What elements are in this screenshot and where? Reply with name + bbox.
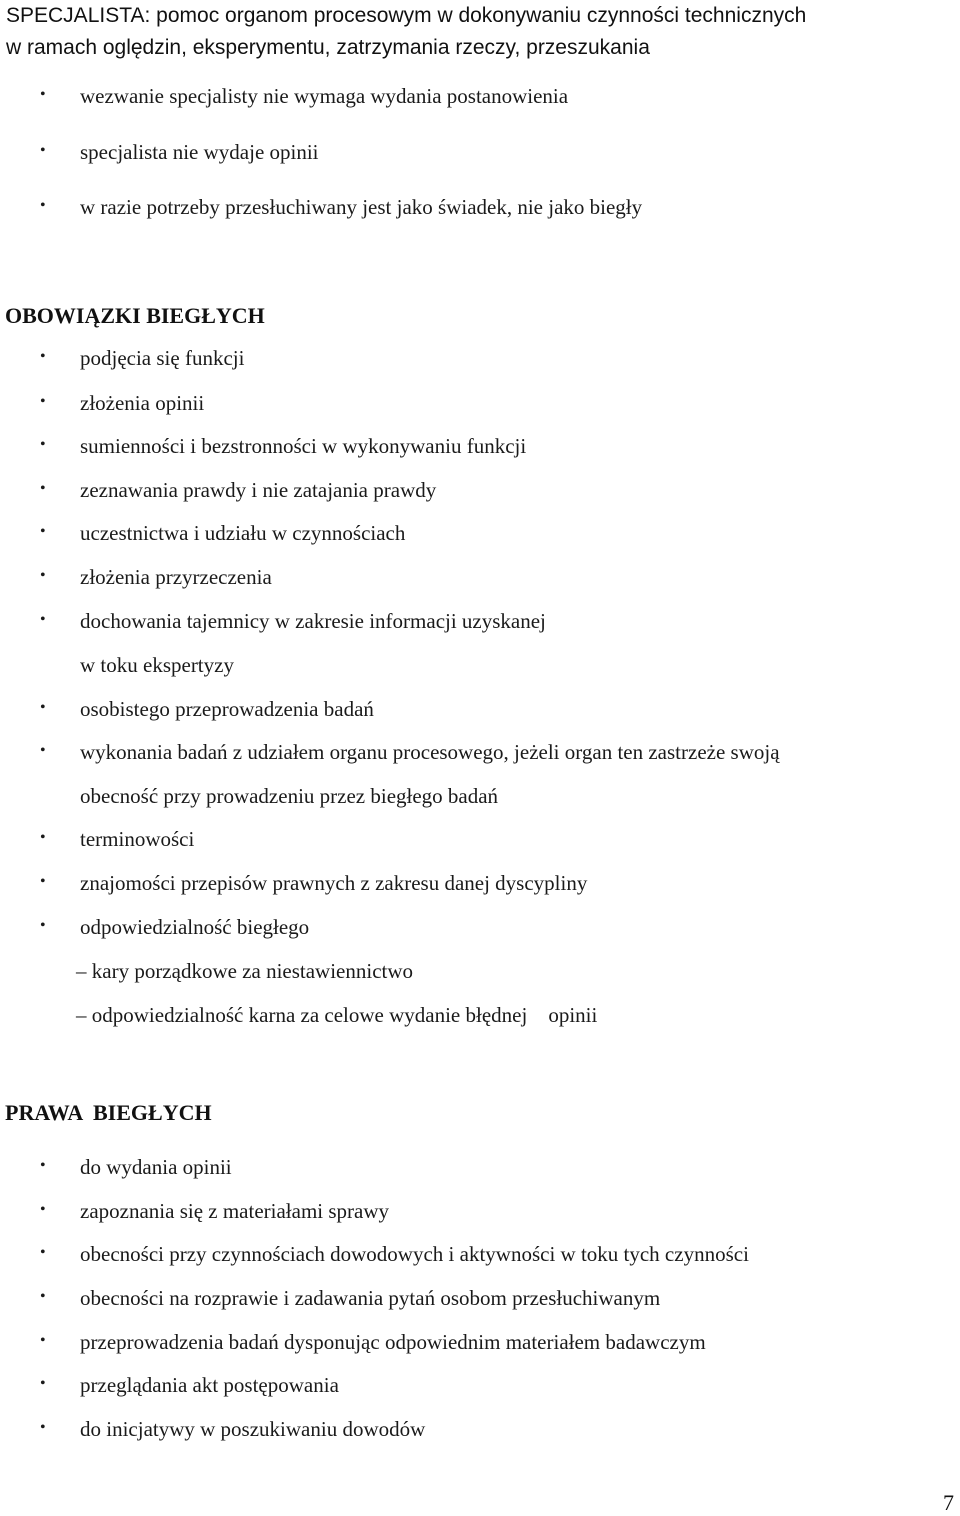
list-item: obecności przy czynnościach dowodowych i aktywności w toku tych czynności bbox=[80, 1242, 749, 1266]
list-item: wezwanie specjalisty nie wymaga wydania postanowienia bbox=[80, 84, 569, 108]
list-item: przeglądania akt postępowania bbox=[80, 1373, 339, 1397]
list-item: w razie potrzeby przesłuchiwany jest jako świadek, nie jako biegły bbox=[80, 195, 643, 219]
bullet-icon: • bbox=[40, 86, 46, 103]
list-item: przeprowadzenia badań dysponując odpowiednim materiałem badawczym bbox=[80, 1330, 706, 1354]
sub-item: – kary porządkowe za niestawiennictwo bbox=[76, 959, 414, 983]
list-item: osobistego przeprowadzenia badań bbox=[80, 697, 374, 721]
bullet-icon: • bbox=[40, 1419, 46, 1436]
list-item: podjęcia się funkcji bbox=[80, 346, 245, 370]
list-item: dochowania tajemnicy w zakresie informacji uzyskanej bbox=[80, 609, 546, 633]
bullet-icon: • bbox=[40, 873, 46, 890]
bullet-icon: • bbox=[40, 699, 46, 716]
bullet-icon: • bbox=[40, 480, 46, 497]
bullet-icon: • bbox=[40, 523, 46, 540]
bullet-icon: • bbox=[40, 436, 46, 453]
list-item: specjalista nie wydaje opinii bbox=[80, 140, 319, 164]
bullet-icon: • bbox=[40, 1201, 46, 1218]
rights-heading: PRAWA BIEGŁYCH bbox=[5, 1100, 212, 1125]
page-number: 7 bbox=[943, 1490, 954, 1515]
bullet-icon: • bbox=[40, 1332, 46, 1349]
list-item-continuation: w toku ekspertyzy bbox=[80, 653, 234, 677]
list-item: do wydania opinii bbox=[80, 1155, 232, 1179]
bullet-icon: • bbox=[40, 1244, 46, 1261]
bullet-icon: • bbox=[40, 1157, 46, 1174]
list-item: terminowości bbox=[80, 827, 195, 851]
list-item: do inicjatywy w poszukiwaniu dowodów bbox=[80, 1417, 426, 1441]
duties-heading: OBOWIĄZKI BIEGŁYCH bbox=[5, 303, 265, 328]
list-item: sumienności i bezstronności w wykonywaniu funkcji bbox=[80, 434, 527, 458]
list-item: złożenia przyrzeczenia bbox=[80, 565, 272, 589]
bullet-icon: • bbox=[40, 348, 46, 365]
list-item: zeznawania prawdy i nie zatajania prawdy bbox=[80, 478, 437, 502]
list-item: odpowiedzialność biegłego bbox=[80, 915, 310, 939]
bullet-icon: • bbox=[40, 1288, 46, 1305]
sub-item: – odpowiedzialność karna za celowe wydanie błędnej opinii bbox=[76, 1003, 598, 1027]
list-item: wykonania badań z udziałem organu procesowego, jeżeli organ ten zastrzeże swoją bbox=[80, 740, 780, 764]
bullet-icon: • bbox=[40, 611, 46, 628]
list-item: znajomości przepisów prawnych z zakresu danej dyscypliny bbox=[80, 871, 588, 895]
bullet-icon: • bbox=[40, 197, 46, 214]
intro-line: SPECJALISTA: pomoc organom procesowym w dokonywaniu czynności technicznych bbox=[6, 4, 807, 27]
intro-line: w ramach oględzin, eksperymentu, zatrzymania rzeczy, przeszukania bbox=[6, 36, 650, 59]
list-item-continuation: obecność przy prowadzeniu przez biegłego badań bbox=[80, 784, 499, 808]
list-item: zapoznania się z materiałami sprawy bbox=[80, 1199, 390, 1223]
bullet-icon: • bbox=[40, 567, 46, 584]
bullet-icon: • bbox=[40, 917, 46, 934]
bullet-icon: • bbox=[40, 742, 46, 759]
list-item: złożenia opinii bbox=[80, 391, 205, 415]
bullet-icon: • bbox=[40, 393, 46, 410]
bullet-icon: • bbox=[40, 142, 46, 159]
bullet-icon: • bbox=[40, 1375, 46, 1392]
list-item: uczestnictwa i udziału w czynnościach bbox=[80, 521, 406, 545]
list-item: obecności na rozprawie i zadawania pytań osobom przesłuchiwanym bbox=[80, 1286, 661, 1310]
bullet-icon: • bbox=[40, 829, 46, 846]
specialist-intro bbox=[6, 0, 806, 64]
